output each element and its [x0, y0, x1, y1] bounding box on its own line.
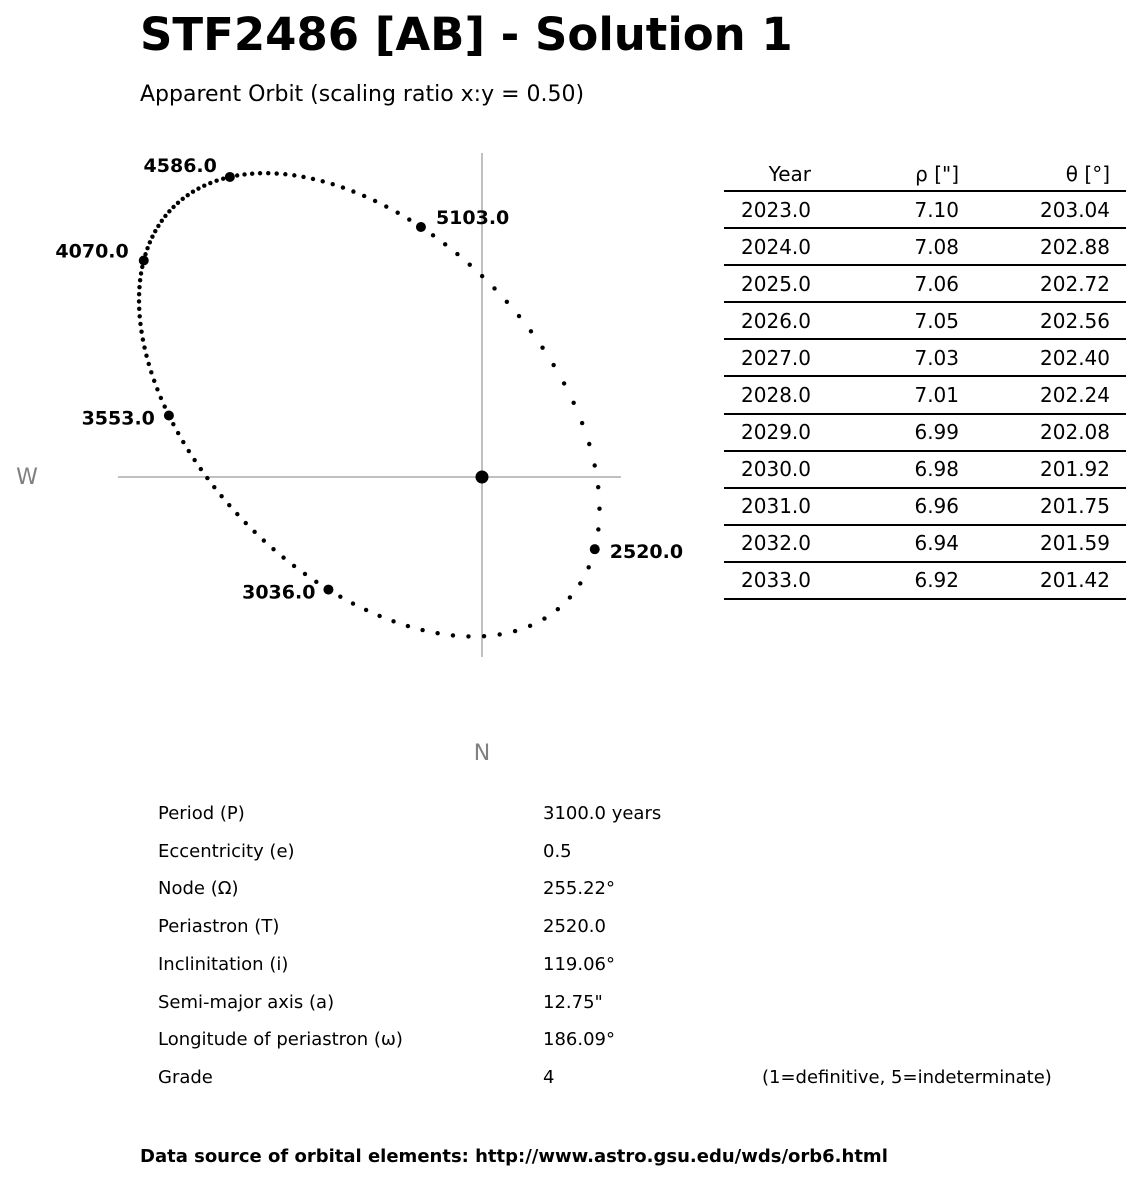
orbit-small-dot	[455, 252, 459, 256]
orbit-small-dot	[578, 581, 582, 585]
epoch-label: 5103.0	[435, 207, 510, 230]
page-subtitle: Apparent Orbit (scaling ratio x:y = 0.50)	[140, 82, 585, 107]
orbit-small-dot	[148, 240, 152, 244]
orbit-small-dot	[227, 503, 231, 507]
year-cell: 2029.0	[724, 414, 811, 451]
orbit-small-dot	[138, 314, 142, 318]
orbit-small-dot	[593, 463, 597, 467]
epoch-dot	[139, 256, 149, 266]
orbit-small-dot	[395, 211, 399, 215]
rho-cell: 6.92	[811, 562, 959, 599]
orbit-small-dot	[171, 205, 175, 209]
orbit-small-dot	[274, 171, 278, 175]
element-value: 186.09°	[543, 1029, 615, 1051]
orbit-small-dot	[451, 633, 455, 637]
orbit-small-dot	[196, 186, 200, 190]
orbit-small-dot	[235, 173, 239, 177]
theta-cell: 201.42	[959, 562, 1126, 599]
orbit-small-dot	[141, 337, 145, 341]
element-label: Node (Ω)	[158, 878, 239, 900]
element-label: Inclinitation (i)	[158, 953, 289, 975]
epoch-label: 2520.0	[609, 541, 684, 564]
orbit-small-dot	[159, 396, 163, 400]
year-cell: 2024.0	[724, 228, 811, 265]
orbit-small-dot	[163, 214, 167, 218]
orbit-small-dot	[517, 314, 521, 318]
year-cell: 2027.0	[724, 339, 811, 376]
orbit-small-dot	[497, 632, 501, 636]
data-source-text: Data source of orbital elements: http://www.astro.gsu.edu/wds/orb6.html	[140, 1146, 888, 1167]
orbit-small-dot	[528, 624, 532, 628]
orbit-small-dot	[186, 193, 190, 197]
orbit-small-dot	[205, 476, 209, 480]
orbit-small-dot	[292, 173, 296, 177]
primary-star-dot	[476, 471, 489, 484]
orbit-small-dot	[155, 387, 159, 391]
orbit-small-dot	[281, 555, 285, 559]
orbit-small-dot	[145, 246, 149, 250]
orbit-small-dot	[482, 634, 486, 638]
west-axis-label: W	[16, 465, 38, 490]
orbit-small-dot	[338, 594, 342, 598]
orbit-small-dot	[137, 285, 141, 289]
orbit-small-dot	[139, 330, 143, 334]
year-cell: 2026.0	[724, 302, 811, 339]
orbit-small-dot	[362, 194, 366, 198]
orbit-small-dot	[192, 458, 196, 462]
theta-cell: 202.40	[959, 339, 1126, 376]
orbital-element-row	[0, 878, 1141, 916]
element-value: 3100.0 years	[543, 803, 662, 824]
orbit-small-dot	[176, 201, 180, 205]
epoch-label: 3036.0	[242, 581, 316, 604]
rho-cell: 6.98	[811, 451, 959, 488]
orbital-element-row	[0, 803, 1141, 841]
element-value: 2520.0	[543, 916, 606, 938]
orbital-element-row	[0, 1029, 1141, 1067]
orbit-small-dot	[580, 421, 584, 425]
epoch-label: 3553.0	[81, 407, 155, 430]
orbit-small-dot	[384, 204, 388, 208]
orbit-small-dot	[540, 345, 544, 349]
orbit-small-dot	[435, 631, 439, 635]
orbit-small-dot	[542, 616, 546, 620]
orbit-small-dot	[235, 512, 239, 516]
orbit-small-dot	[364, 608, 368, 612]
orbit-small-dot	[311, 177, 315, 181]
element-note: (1=definitive, 5=indeterminate)	[762, 1066, 1052, 1088]
orbit-small-dot	[492, 286, 496, 290]
year-cell: 2030.0	[724, 451, 811, 488]
orbit-small-dot	[181, 440, 185, 444]
orbit-small-dot	[138, 322, 142, 326]
orbital-element-row	[0, 841, 1141, 879]
theta-cell: 201.75	[959, 488, 1126, 525]
element-label: Period (P)	[158, 803, 245, 824]
orbit-small-dot	[301, 175, 305, 179]
orbit-small-dot	[513, 629, 517, 633]
orbit-small-dot	[252, 530, 256, 534]
element-label: Periastron (T)	[158, 916, 280, 938]
orbit-small-dot	[391, 619, 395, 623]
theta-cell: 202.08	[959, 414, 1126, 451]
element-value: 0.5	[543, 840, 572, 862]
orbit-small-dot	[586, 565, 590, 569]
epoch-label: 4070.0	[55, 240, 129, 263]
element-value: 12.75"	[543, 991, 603, 1013]
rho-cell: 6.99	[811, 414, 959, 451]
orbit-small-dot	[468, 262, 472, 266]
year-cell: 2031.0	[724, 488, 811, 525]
orbit-small-dot	[373, 199, 377, 203]
orbit-small-dot	[597, 506, 601, 510]
orbit-small-dot	[242, 172, 246, 176]
orbit-small-dot	[144, 354, 148, 358]
orbit-small-dot	[529, 329, 533, 333]
ephemeris-row	[724, 488, 1126, 525]
theta-cell: 202.88	[959, 228, 1126, 265]
year-cell: 2033.0	[724, 562, 811, 599]
year-cell: 2023.0	[724, 191, 811, 228]
rho-cell: 7.10	[811, 191, 959, 228]
ephemeris-row	[724, 191, 1126, 228]
orbit-small-dot	[443, 242, 447, 246]
rho-cell: 7.08	[811, 228, 959, 265]
orbit-small-dot	[596, 527, 600, 531]
rho-cell: 7.01	[811, 376, 959, 413]
orbit-small-dot	[149, 370, 153, 374]
year-cell: 2025.0	[724, 265, 811, 302]
orbit-small-dot	[420, 628, 424, 632]
epoch-label: 4586.0	[143, 154, 217, 177]
ephemeris-row	[724, 562, 1126, 599]
orbit-small-dot	[160, 219, 164, 223]
orbit-small-dot	[250, 171, 254, 175]
rho-cell: 6.96	[811, 488, 959, 525]
element-value: 4	[543, 1066, 555, 1088]
element-value: 119.06°	[543, 953, 615, 975]
orbit-small-dot	[147, 362, 151, 366]
element-label: Longitude of periastron (ω)	[158, 1029, 403, 1051]
ephemeris-row	[724, 302, 1126, 339]
orbit-small-dot	[138, 278, 142, 282]
theta-cell: 202.72	[959, 265, 1126, 302]
orbit-small-dot	[258, 171, 262, 175]
orbit-small-dot	[266, 171, 270, 175]
rho-column-header: ρ ["]	[811, 158, 959, 191]
ephemeris-row	[724, 228, 1126, 265]
ephemeris-row	[724, 376, 1126, 413]
orbit-small-dot	[153, 229, 157, 233]
orbit-small-dot	[163, 404, 167, 408]
orbit-small-dot	[202, 183, 206, 187]
orbit-small-dot	[221, 176, 225, 180]
element-label: Semi-major axis (a)	[158, 991, 335, 1013]
orbit-small-dot	[137, 299, 141, 303]
orbit-small-dot	[199, 467, 203, 471]
theta-cell: 202.24	[959, 376, 1126, 413]
year-column-header: Year	[724, 158, 811, 191]
ephemeris-header-row	[724, 158, 1126, 191]
orbit-small-dot	[137, 307, 141, 311]
theta-cell: 203.04	[959, 191, 1126, 228]
orbit-small-dot	[212, 485, 216, 489]
epoch-dot	[225, 172, 235, 182]
epoch-dot	[323, 585, 333, 595]
ephemeris-table	[724, 158, 1126, 600]
year-cell: 2032.0	[724, 525, 811, 562]
rho-cell: 7.03	[811, 339, 959, 376]
orbital-element-row	[0, 1067, 1141, 1105]
orbit-small-dot	[219, 494, 223, 498]
theta-column-header: θ [°]	[959, 158, 1126, 191]
element-label: Grade	[158, 1066, 213, 1088]
orbit-small-dot	[244, 521, 248, 525]
orbit-small-dot	[351, 189, 355, 193]
orbit-small-dot	[321, 179, 325, 183]
epoch-dot	[590, 544, 600, 554]
orbit-small-dot	[466, 634, 470, 638]
ephemeris-row	[724, 525, 1126, 562]
orbit-small-dot	[351, 601, 355, 605]
orbit-small-dot	[587, 442, 591, 446]
orbit-plot	[0, 0, 700, 780]
orbit-small-dot	[167, 209, 171, 213]
orbit-small-dot	[181, 197, 185, 201]
orbit-small-dot	[137, 292, 141, 296]
orbit-small-dot	[142, 345, 146, 349]
orbit-small-dot	[406, 624, 410, 628]
orbit-small-dot	[292, 564, 296, 568]
rho-cell: 6.94	[811, 525, 959, 562]
orbit-small-dot	[208, 181, 212, 185]
page-title: STF2486 [AB] - Solution 1	[140, 8, 793, 61]
rho-cell: 7.05	[811, 302, 959, 339]
orbit-small-dot	[283, 172, 287, 176]
year-cell: 2028.0	[724, 376, 811, 413]
theta-cell: 201.59	[959, 525, 1126, 562]
orbit-small-dot	[562, 381, 566, 385]
ephemeris-row	[724, 451, 1126, 488]
orbit-small-dot	[171, 422, 175, 426]
epoch-dot	[164, 410, 174, 420]
orbit-small-dot	[407, 217, 411, 221]
orbit-small-dot	[150, 234, 154, 238]
orbit-small-dot	[431, 233, 435, 237]
orbital-element-row	[0, 916, 1141, 954]
orbit-small-dot	[303, 572, 307, 576]
ephemeris-row	[724, 265, 1126, 302]
orbital-element-row	[0, 992, 1141, 1030]
orbit-small-dot	[568, 595, 572, 599]
element-label: Eccentricity (e)	[158, 840, 295, 862]
orbit-small-dot	[214, 178, 218, 182]
north-axis-label: N	[473, 741, 491, 766]
orbit-small-dot	[191, 190, 195, 194]
orbit-small-dot	[139, 271, 143, 275]
theta-cell: 201.92	[959, 451, 1126, 488]
epoch-dot	[416, 222, 426, 232]
orbit-small-dot	[262, 538, 266, 542]
orbit-small-dot	[156, 224, 160, 228]
rho-cell: 7.06	[811, 265, 959, 302]
orbit-small-dot	[187, 449, 191, 453]
orbit-small-dot	[551, 363, 555, 367]
theta-cell: 202.56	[959, 302, 1126, 339]
orbit-small-dot	[571, 401, 575, 405]
orbit-small-dot	[341, 185, 345, 189]
orbit-small-dot	[271, 547, 275, 551]
orbit-small-dot	[331, 182, 335, 186]
orbit-small-dot	[556, 607, 560, 611]
orbit-small-dot	[377, 614, 381, 618]
orbit-small-dot	[176, 431, 180, 435]
ephemeris-row	[724, 414, 1126, 451]
element-value: 255.22°	[543, 878, 615, 900]
orbit-small-dot	[480, 274, 484, 278]
orbit-small-dot	[152, 379, 156, 383]
orbital-element-row	[0, 954, 1141, 992]
ephemeris-row	[724, 339, 1126, 376]
orbit-small-dot	[505, 300, 509, 304]
orbit-small-dot	[596, 485, 600, 489]
